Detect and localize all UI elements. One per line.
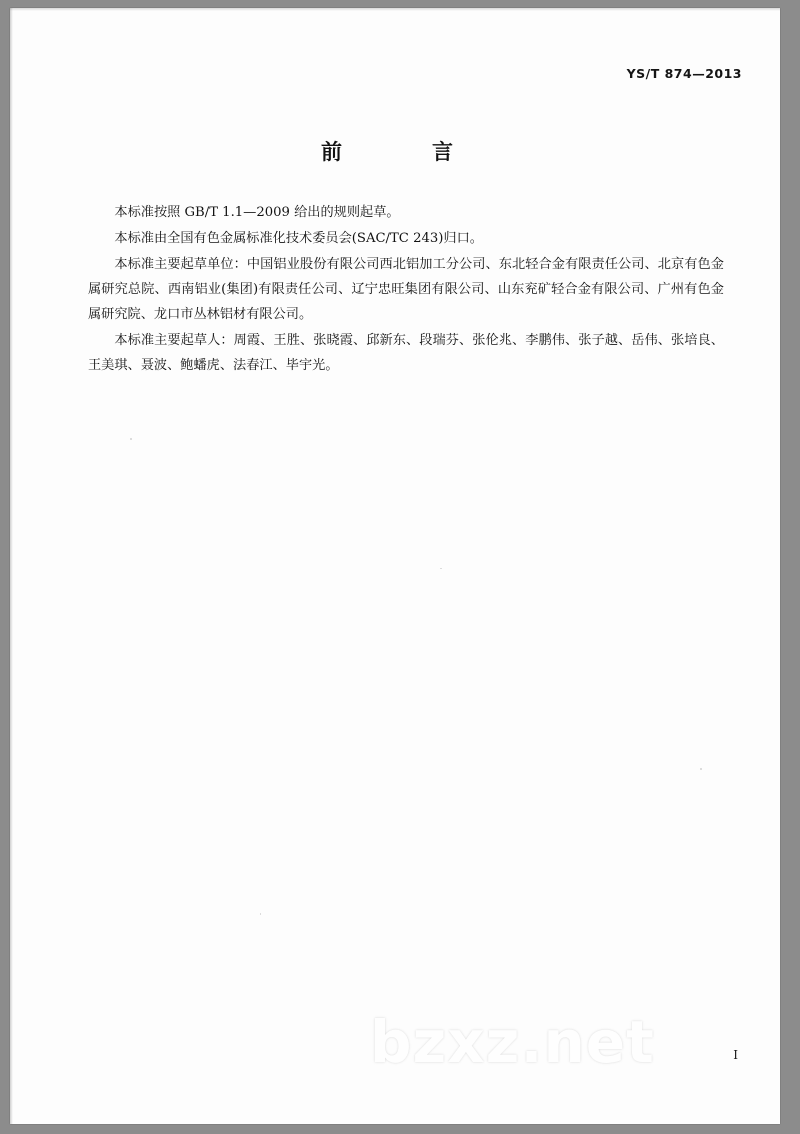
- page-content: [10, 8, 780, 1124]
- paragraph: 本标准主要起草单位：中国铝业股份有限公司西北铝加工分公司、东北轻合金有限责任公司、北京有色金属研究总院、西南铝业(集团)有限责任公司、辽宁忠旺集团有限公司、山东兖矿轻合金有限公司、广州有色金属研究院、龙口市丛林铝材有限公司。: [88, 257, 724, 322]
- page-edge-shadow-left: [10, 8, 13, 1124]
- scan-speckle: [700, 768, 702, 770]
- watermark: bzxz.net: [370, 1008, 655, 1076]
- paragraph: 本标准主要起草人：周霞、王胜、张晓霞、邱新东、段瑞芬、张伦兆、李鹏伟、张子越、岳伟、张培良、王美琪、聂波、鲍蟠虎、法春江、毕宇光。: [88, 333, 724, 373]
- foreword-body: [88, 200, 724, 379]
- paragraph: 本标准由全国有色金属标准化技术委员会(SAC/TC 243)归口。: [114, 231, 483, 246]
- scan-speckle: [440, 568, 442, 569]
- standard-code-header: YS/T 874—2013: [626, 66, 742, 81]
- scan-speckle: [260, 913, 261, 915]
- page-title: 前 言: [321, 140, 469, 164]
- scan-speckle: [130, 438, 132, 440]
- document-page: [10, 8, 780, 1124]
- page-edge-shadow-top: [10, 8, 780, 11]
- page-number: Ⅰ: [733, 1048, 738, 1062]
- paragraph: 本标准按照 GB/T 1.1—2009 给出的规则起草。: [114, 205, 400, 220]
